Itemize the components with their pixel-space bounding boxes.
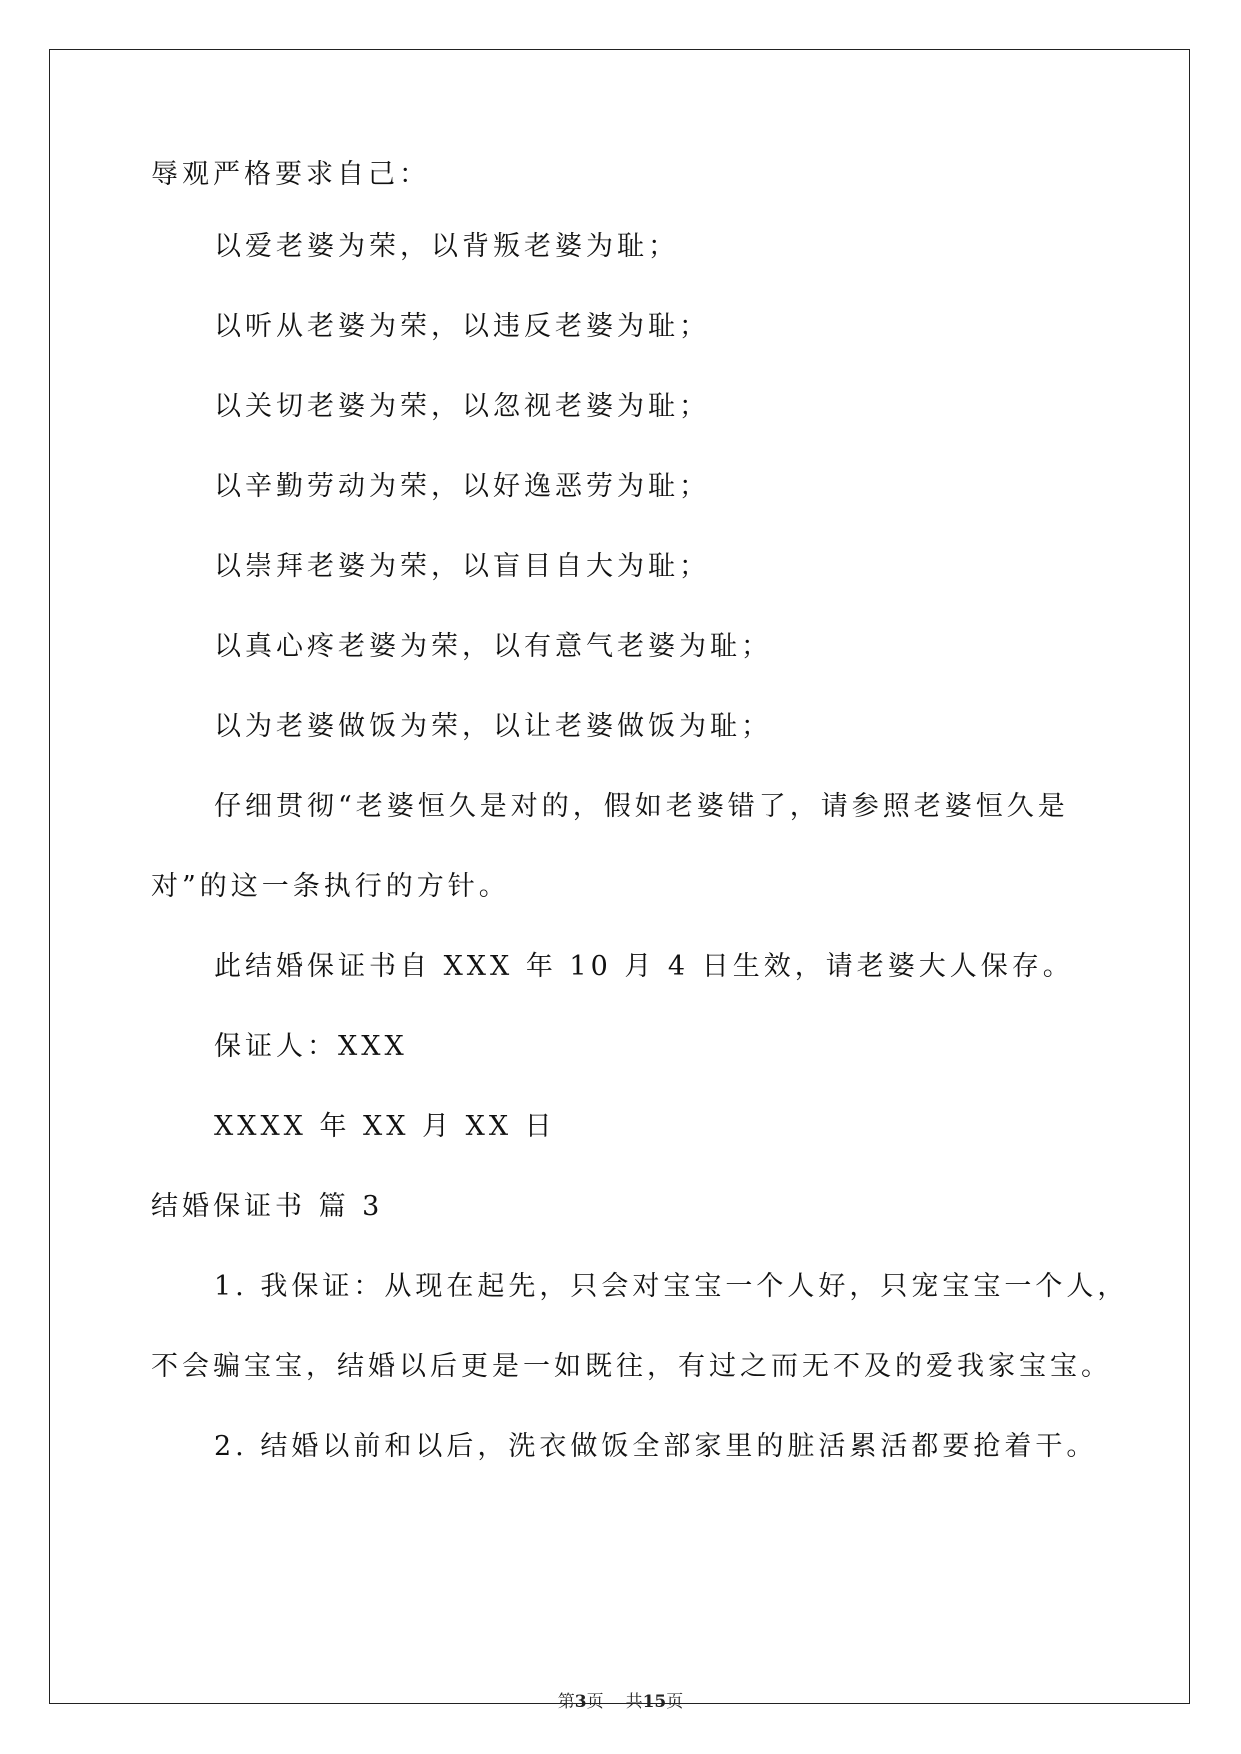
total-suffix: 页 <box>666 1692 684 1712</box>
text-line: 不会骗宝宝，结婚以后更是一如既往，有过之而无不及的爱我家宝宝。 <box>151 1351 1112 1382</box>
text-line: 对”的这一条执行的方针。 <box>151 871 510 902</box>
page-suffix: 页 <box>586 1692 604 1712</box>
text-line: XXXX 年 XX 月 XX 日 <box>214 1111 556 1142</box>
page-prefix: 第 <box>557 1692 575 1712</box>
text-line: 保证人：XXX <box>214 1031 408 1062</box>
total-prefix: 共 <box>625 1692 643 1712</box>
text-line: 此结婚保证书自 XXX 年 10 月 4 日生效，请老婆大人保存。 <box>214 951 1074 982</box>
page-footer <box>0 1690 1241 1714</box>
text-line: 以真心疼老婆为荣，以有意气老婆为耻； <box>214 631 772 662</box>
text-line: 以关切老婆为荣，以忽视老婆为耻； <box>214 391 710 422</box>
section-heading: 结婚保证书 篇 3 <box>151 1191 384 1222</box>
text-line: 以爱老婆为荣，以背叛老婆为耻； <box>214 231 679 262</box>
text-line: 辱观严格要求自己： <box>151 159 430 190</box>
page-number: 3 <box>574 1692 587 1712</box>
text-line: 以听从老婆为荣，以违反老婆为耻； <box>214 311 710 342</box>
text-line: 以崇拜老婆为荣，以盲目自大为耻； <box>214 551 710 582</box>
total-pages: 15 <box>642 1692 667 1712</box>
text-line: 仔细贯彻“老婆恒久是对的，假如老婆错了，请参照老婆恒久是 <box>214 791 1069 822</box>
text-line: 2. 结婚以前和以后，洗衣做饭全部家里的脏活累活都要抢着干。 <box>214 1431 1098 1462</box>
text-line: 以为老婆做饭为荣，以让老婆做饭为耻； <box>214 711 772 742</box>
text-line: 以辛勤劳动为荣，以好逸恶劳为耻； <box>214 471 710 502</box>
text-line: 1. 我保证：从现在起先，只会对宝宝一个人好，只宠宝宝一个人， <box>214 1271 1129 1302</box>
